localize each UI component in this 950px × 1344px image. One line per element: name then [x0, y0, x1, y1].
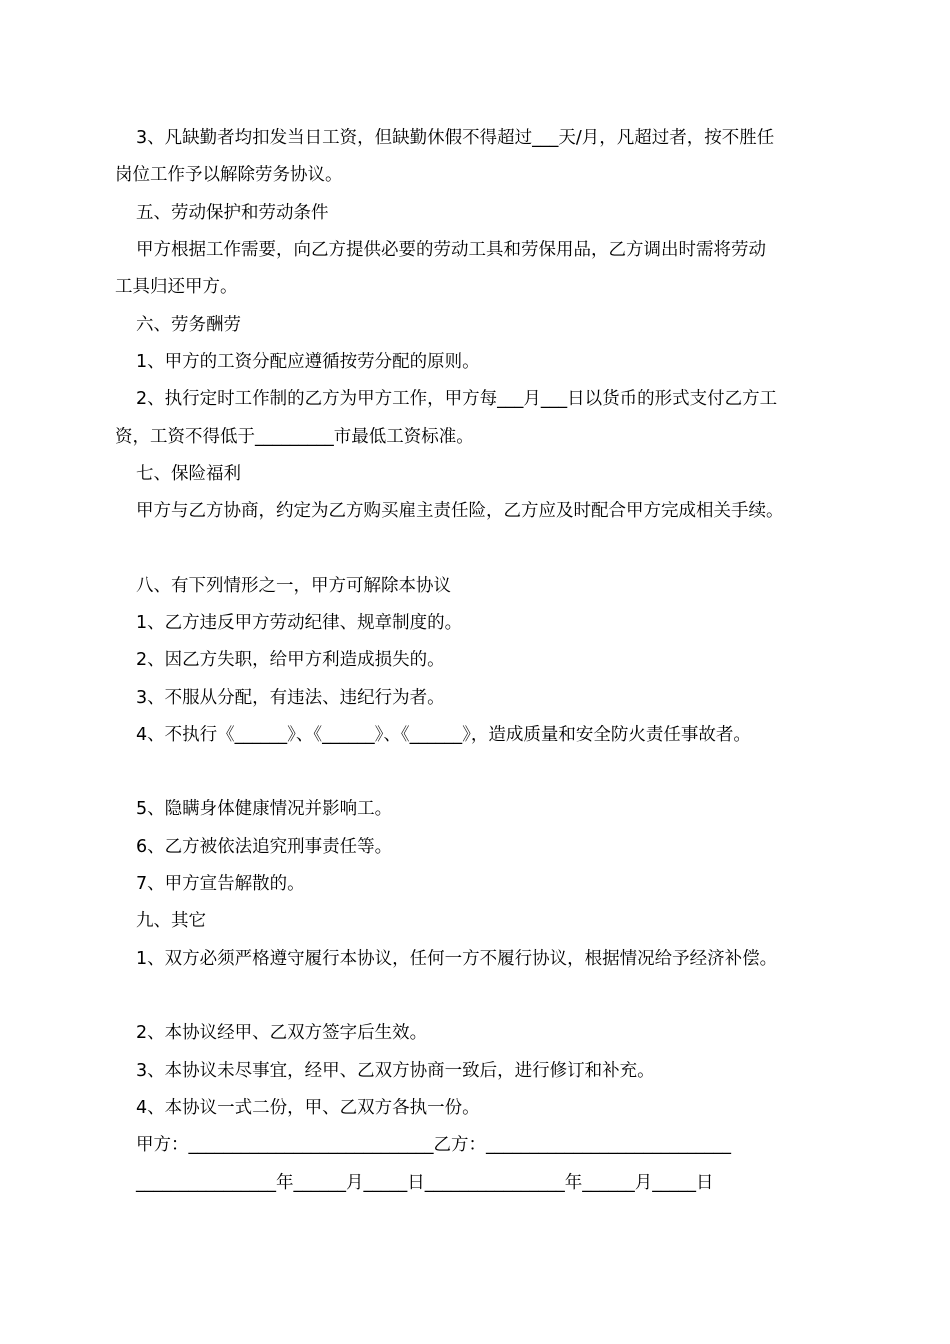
section-7-text: 甲方与乙方协商，约定为乙方购买雇主责任险，乙方应及时配合甲方完成相关手续。 [136, 501, 784, 521]
section-9-item-3: 3、本协议未尽事宜，经甲、乙双方协商一致后，进行修订和补充。 [136, 1061, 655, 1081]
clause-4-item-3-line-2: 岗位工作予以解除劳务协议。 [115, 165, 343, 185]
section-8-item-4: 4、不执行《______》、《______》、《______》，造成质量和安全防火责任事故者。 [136, 725, 751, 745]
section-9-heading: 九、其它 [136, 911, 206, 931]
section-8-item-3: 3、不服从分配，有违法、违纪行为者。 [136, 688, 445, 708]
section-8-item-6: 6、乙方被依法追究刑事责任等。 [136, 837, 393, 857]
date-line: ________________年______月_____日________________年______月_____日 [136, 1173, 714, 1193]
section-5-heading: 五、劳动保护和劳动条件 [136, 203, 329, 223]
section-8-item-7: 7、甲方宣告解散的。 [136, 874, 305, 894]
section-8-item-1: 1、乙方违反甲方劳动纪律、规章制度的。 [136, 613, 463, 633]
section-8-item-2: 2、因乙方失职，给甲方利造成损失的。 [136, 650, 445, 670]
clause-4-item-3-line-1: 3、凡缺勤者均扣发当日工资，但缺勤休假不得超过___天/月，凡超过者，按不胜任 [136, 128, 775, 148]
section-9-item-1: 1、双方必须严格遵守履行本协议，任何一方不履行协议，根据情况给予经济补偿。 [136, 949, 778, 969]
section-9-item-4: 4、本协议一式二份，甲、乙双方各执一份。 [136, 1098, 480, 1118]
section-6-heading: 六、劳务酬劳 [136, 315, 241, 335]
section-9-item-2: 2、本协议经甲、乙双方签字后生效。 [136, 1023, 428, 1043]
section-6-item-1: 1、甲方的工资分配应遵循按劳分配的原则。 [136, 352, 480, 372]
section-5-text-line-2: 工具归还甲方。 [115, 277, 238, 297]
signature-line: 甲方：____________________________乙方：____________________________ [136, 1135, 731, 1155]
section-6-item-2-line-1: 2、执行定时工作制的乙方为甲方工作，甲方每___月___日以货币的形式支付乙方工 [136, 389, 778, 409]
section-5-text-line-1: 甲方根据工作需要，向乙方提供必要的劳动工具和劳保用品，乙方调出时需将劳动 [136, 240, 766, 260]
section-8-heading: 八、有下列情形之一，甲方可解除本协议 [136, 576, 451, 596]
section-8-item-5: 5、隐瞒身体健康情况并影响工。 [136, 799, 393, 819]
section-6-item-2-line-2: 资，工资不得低于_________市最低工资标准。 [115, 427, 474, 447]
section-7-heading: 七、保险福利 [136, 464, 241, 484]
